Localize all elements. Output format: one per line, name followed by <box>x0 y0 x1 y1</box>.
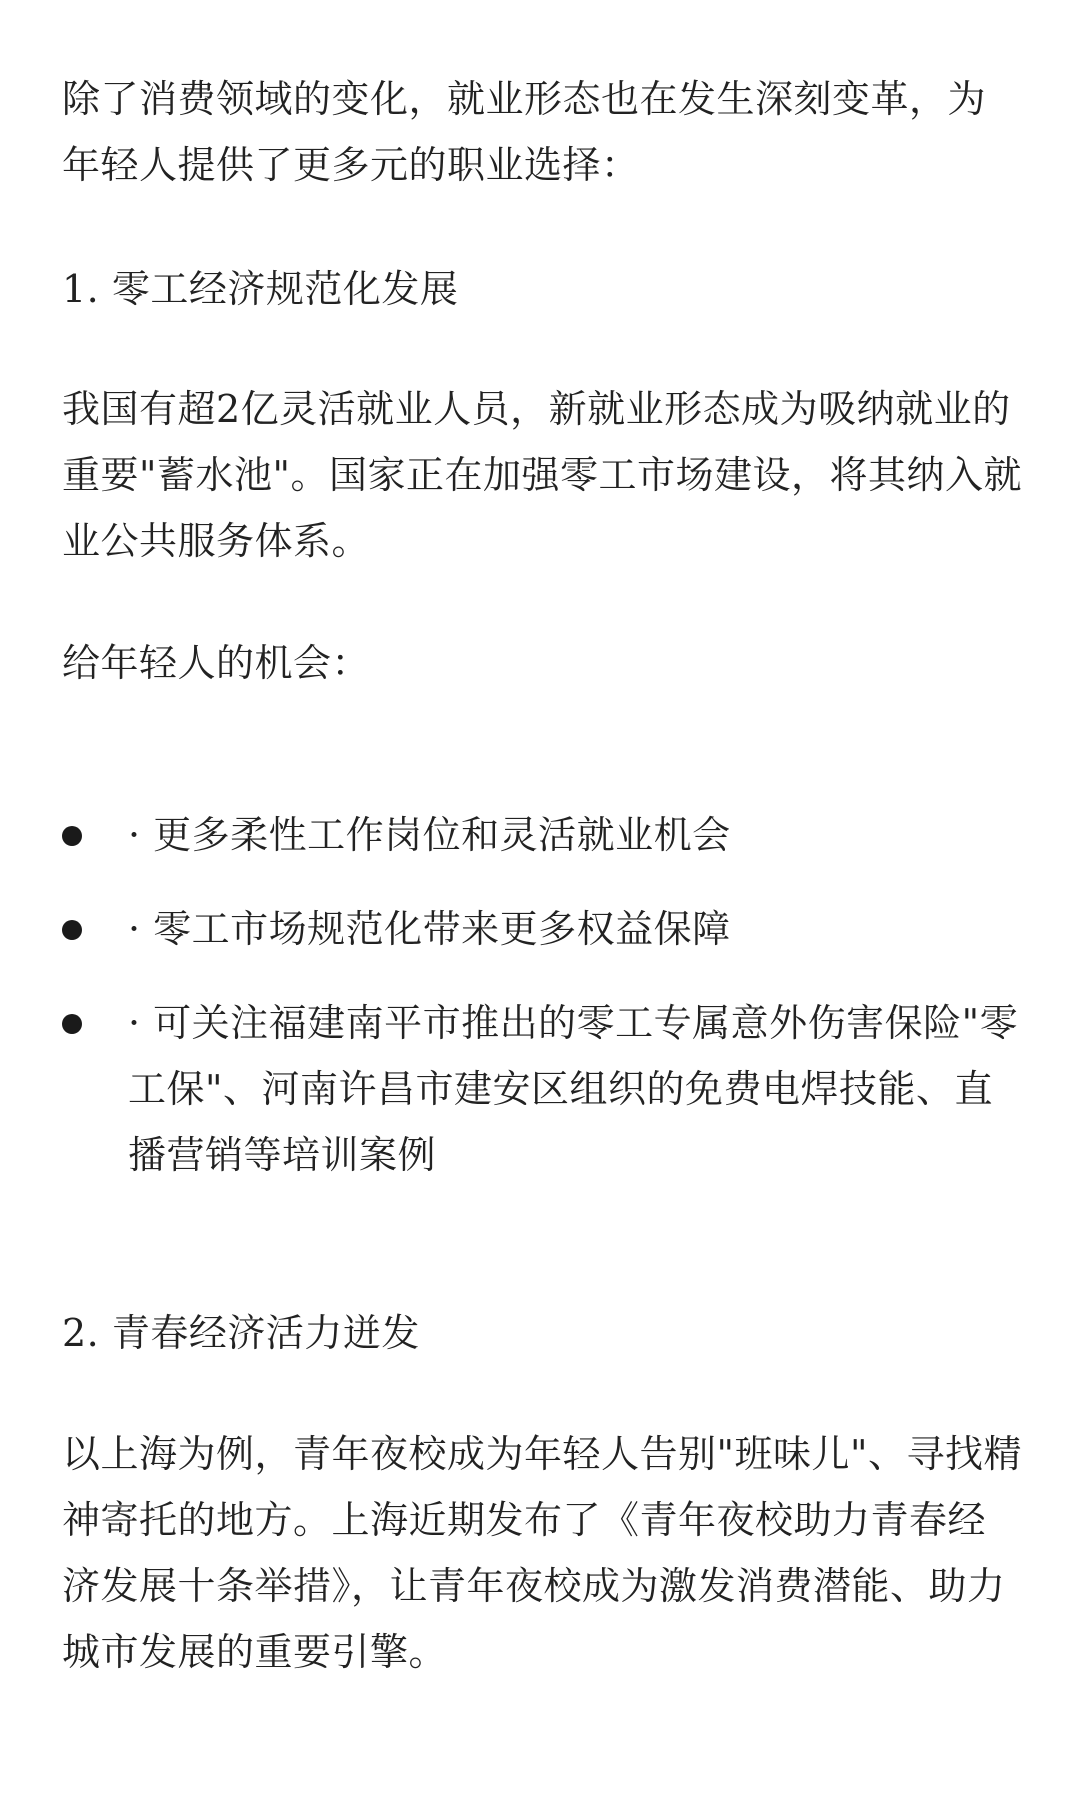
section-body-youth-economy: 以上海为例，青年夜校成为年轻人告别"班味儿"、寻找精神寄托的地方。上海近期发布了《青年夜校助力青春经济发展十条举措》，让青年夜校成为激发消费潜能、助力城市发展的重要引擎。 <box>62 1432 1022 1674</box>
list-item <box>62 802 1022 868</box>
bullet-dot-icon <box>62 826 82 846</box>
section-heading-gig-economy: 1. 零工经济规范化发展 <box>62 267 459 311</box>
list-item-text: · 可关注福建南平市推出的零工专属意外伤害保险"零工保"、河南许昌市建安区组织的免费电焊技能、直播营销等培训案例 <box>128 1001 1019 1177</box>
opportunities-label: 给年轻人的机会： <box>62 641 371 685</box>
section-body-gig-economy: 我国有超2亿灵活就业人员，新就业形态成为吸纳就业的重要"蓄水池"。国家正在加强零工市场建设，将其纳入就业公共服务体系。 <box>62 387 1022 563</box>
bullet-dot-icon <box>62 920 82 940</box>
section-heading-youth-economy: 2. 青春经济活力迸发 <box>62 1311 420 1355</box>
list-item <box>62 990 1022 1188</box>
list-item-text: · 更多柔性工作岗位和灵活就业机会 <box>128 813 731 857</box>
opportunities-list <box>62 802 1022 1216</box>
list-item-text: · 零工市场规范化带来更多权益保障 <box>128 907 731 951</box>
list-item <box>62 896 1022 962</box>
bullet-dot-icon <box>62 1014 82 1034</box>
intro-paragraph: 除了消费领域的变化，就业形态也在发生深刻变革，为年轻人提供了更多元的职业选择： <box>62 77 987 187</box>
